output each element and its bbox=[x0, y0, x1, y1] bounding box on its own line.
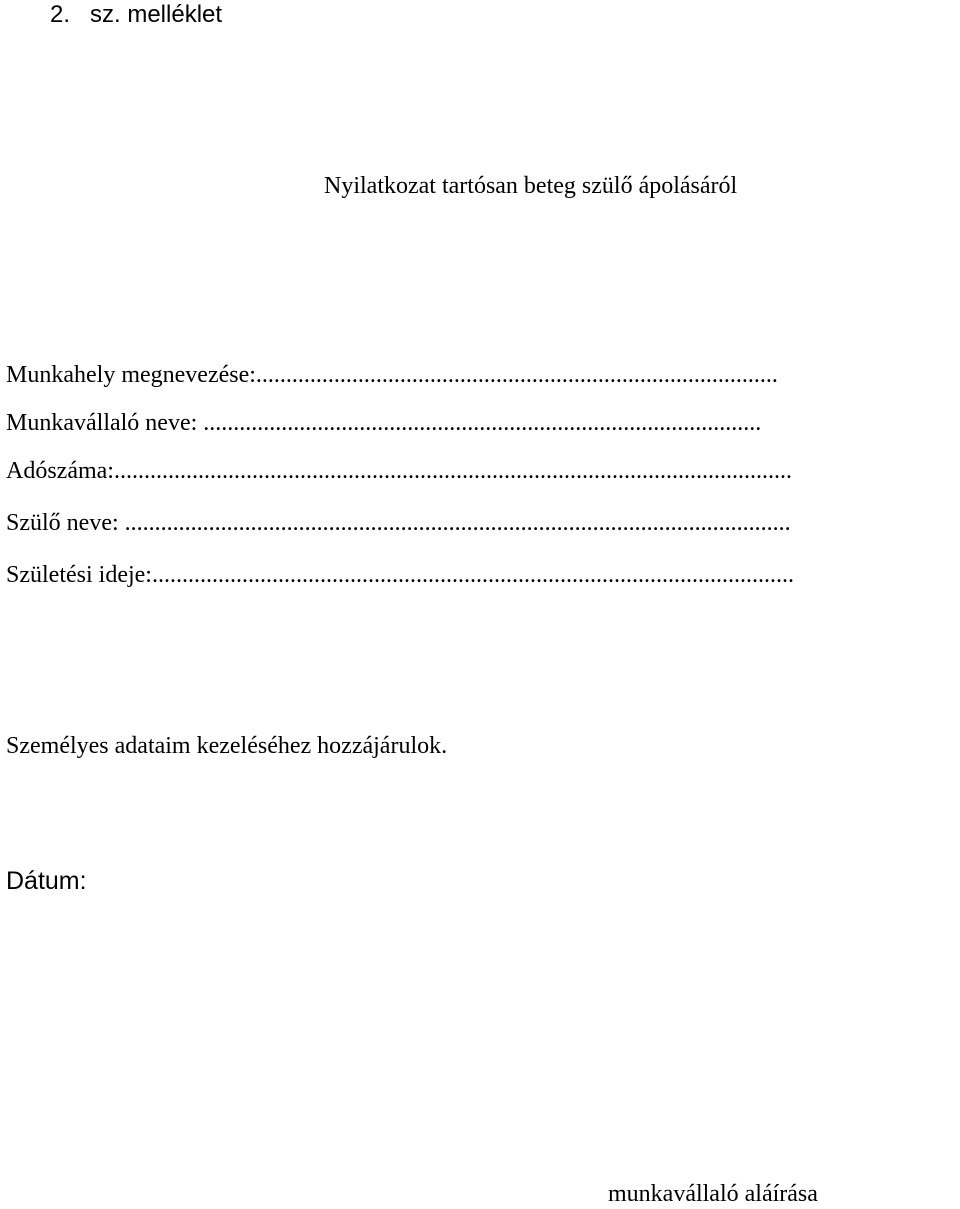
workplace-name-field: Munkahely megnevezése:....................................................................................... bbox=[6, 362, 778, 388]
parent-name-field: Szülő neve: ............................................................................................................... bbox=[6, 510, 791, 536]
document-title: Nyilatkozat tartósan beteg szülő ápolásáról bbox=[324, 173, 738, 199]
signature-label: munkavállaló aláírása bbox=[608, 1181, 818, 1207]
annex-label bbox=[50, 0, 222, 30]
annex-number: 2. bbox=[50, 1, 71, 28]
birth-date-field: Születési ideje:........................................................................................................... bbox=[6, 562, 794, 588]
annex-text: sz. melléklet bbox=[90, 1, 223, 28]
employee-name-field: Munkavállaló neve: ............................................................................................. bbox=[6, 410, 762, 436]
consent-statement: Személyes adataim kezeléséhez hozzájárulok. bbox=[6, 733, 448, 759]
tax-number-field: Adószáma:................................................................................................................. bbox=[6, 458, 792, 484]
date-label: Dátum: bbox=[6, 867, 87, 895]
